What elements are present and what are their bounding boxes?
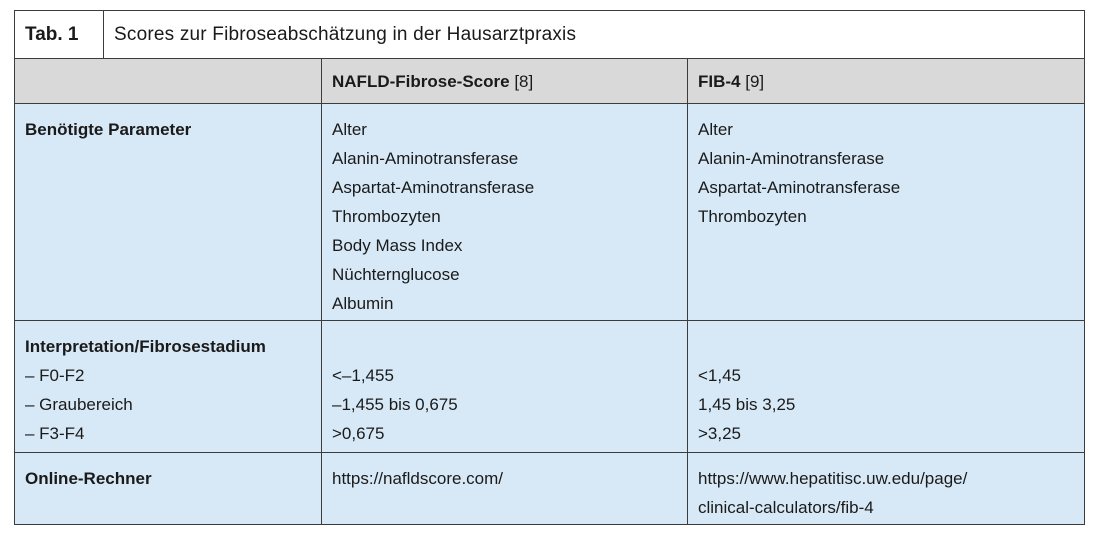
- parameter-item: Alter: [332, 120, 367, 139]
- parameter-item: Nüchternglucose: [332, 265, 460, 284]
- online-label: Online-Rechner: [15, 453, 322, 524]
- parameters-label: Benötigte Parameter: [15, 104, 322, 320]
- parameter-item: Body Mass Index: [332, 236, 463, 255]
- interpretation-nafld-cell: [322, 321, 688, 452]
- parameters-nafld-cell: [322, 104, 688, 320]
- parameter-item: Thrombozyten: [332, 207, 441, 226]
- spacer: [332, 332, 677, 361]
- threshold-value: 1,45 bis 3,25: [698, 395, 796, 414]
- threshold-value: –1,455 bis 0,675: [332, 395, 458, 414]
- parameter-item: Alanin-Aminotransferase: [698, 149, 885, 168]
- table-caption: [15, 11, 1084, 59]
- stage-item: – F0-F2: [25, 366, 85, 385]
- table-row-parameters: [15, 104, 1084, 321]
- interpretation-fib4-cell: [688, 321, 1084, 452]
- calculator-url: https://www.hepatitisc.uw.edu/page/: [698, 469, 968, 488]
- table-header-row: [15, 59, 1084, 104]
- parameter-item: Thrombozyten: [698, 207, 807, 226]
- threshold-value: <1,45: [698, 366, 742, 385]
- header-fib4-ref: [9]: [745, 72, 765, 91]
- interpretation-label: Interpretation/Fibrosestadium: [25, 337, 266, 356]
- header-nafld: [322, 59, 688, 103]
- parameter-item: Alanin-Aminotransferase: [332, 149, 519, 168]
- parameters-fib4-cell: [688, 104, 1084, 320]
- threshold-value: <–1,455: [332, 366, 394, 385]
- parameter-item: Aspartat-Aminotransferase: [698, 178, 901, 197]
- stage-item: – Graubereich: [25, 395, 133, 414]
- interpretation-label-cell: [15, 321, 322, 452]
- stage-item: – F3-F4: [25, 424, 85, 443]
- calculator-url: clinical-calculators/fib-4: [698, 498, 874, 517]
- threshold-value: >0,675: [332, 424, 385, 443]
- header-nafld-ref: [8]: [514, 72, 534, 91]
- table-row-online: [15, 453, 1084, 524]
- table-row-interpretation: [15, 321, 1084, 453]
- online-fib4-cell: [688, 453, 1084, 524]
- header-nafld-name: NAFLD-Fibrose-Score: [332, 72, 510, 91]
- parameter-item: Aspartat-Aminotransferase: [332, 178, 535, 197]
- parameter-item: Albumin: [332, 294, 394, 313]
- online-nafld-cell: [322, 453, 688, 524]
- table-number: Tab. 1: [15, 11, 104, 58]
- spacer: [698, 332, 1074, 361]
- fibrosis-score-table: [14, 10, 1085, 525]
- header-fib4-name: FIB-4: [698, 72, 741, 91]
- header-fib4: [688, 59, 1084, 103]
- threshold-value: >3,25: [698, 424, 742, 443]
- parameter-item: Alter: [698, 120, 733, 139]
- header-empty-cell: [15, 59, 322, 103]
- calculator-url: https://nafldscore.com/: [332, 469, 504, 488]
- table-title: Scores zur Fibroseabschätzung in der Hausarztpraxis: [114, 23, 577, 45]
